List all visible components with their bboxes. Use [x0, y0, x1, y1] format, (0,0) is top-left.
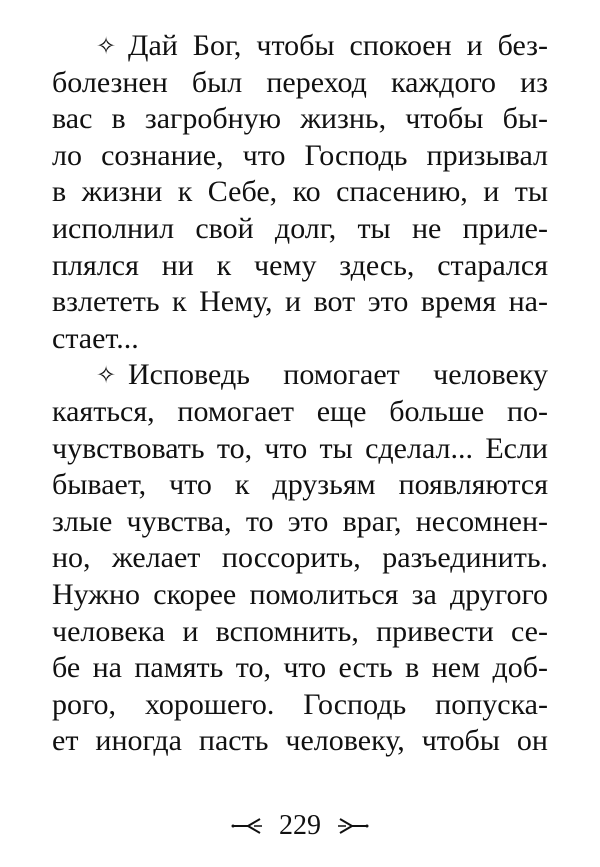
text-line: болезнен был переход каждого из — [52, 65, 548, 99]
text-line: ✧ Дай Бог, чтобы спокоен и без- — [52, 28, 548, 65]
text-line: каяться, помогает еще больше по- — [52, 394, 548, 428]
paragraph-2 — [52, 357, 548, 760]
text-line: чувствовать то, что ты сделал... Если — [52, 431, 548, 465]
text-line: злые чувства, то это враг, несомнен- — [52, 504, 548, 538]
diamond-bullet-icon: ✧ — [96, 361, 117, 390]
text-line: Нужно скорее помолиться за другого — [52, 577, 548, 611]
text-line: ✧ Исповедь помогает человеку — [52, 357, 548, 394]
paragraph-1 — [52, 28, 548, 357]
text-line: человека и вспомнить, привести се- — [52, 614, 548, 648]
text-line: ет иногда пасть человеку, чтобы он — [52, 724, 548, 758]
text-line: стает... — [52, 321, 139, 355]
text-line: вас в загробную жизнь, чтобы бы- — [52, 102, 548, 136]
page-text — [52, 28, 548, 760]
right-ornament-icon — [336, 817, 370, 835]
page-footer — [0, 808, 600, 842]
page-number: 229 — [279, 809, 321, 841]
text-line: бе на память то, что есть в нем доб- — [52, 651, 548, 685]
text-line: в жизни к Себе, ко спасению, и ты — [52, 175, 548, 209]
left-ornament-icon — [230, 817, 264, 835]
text-line: плялся ни к чему здесь, старался — [52, 248, 548, 282]
text-line: но, желает поссорить, разъединить. — [52, 541, 548, 575]
text-line: ло сознание, что Господь призывал — [52, 138, 548, 172]
text-line: рого, хорошего. Господь попуска- — [52, 687, 548, 721]
text-line: взлететь к Нему, и вот это время на- — [52, 285, 548, 319]
diamond-bullet-icon: ✧ — [96, 32, 117, 60]
text-line: бывает, что к друзьям появляются — [52, 468, 548, 502]
text-line: исполнил свой долг, ты не приле- — [52, 211, 548, 245]
